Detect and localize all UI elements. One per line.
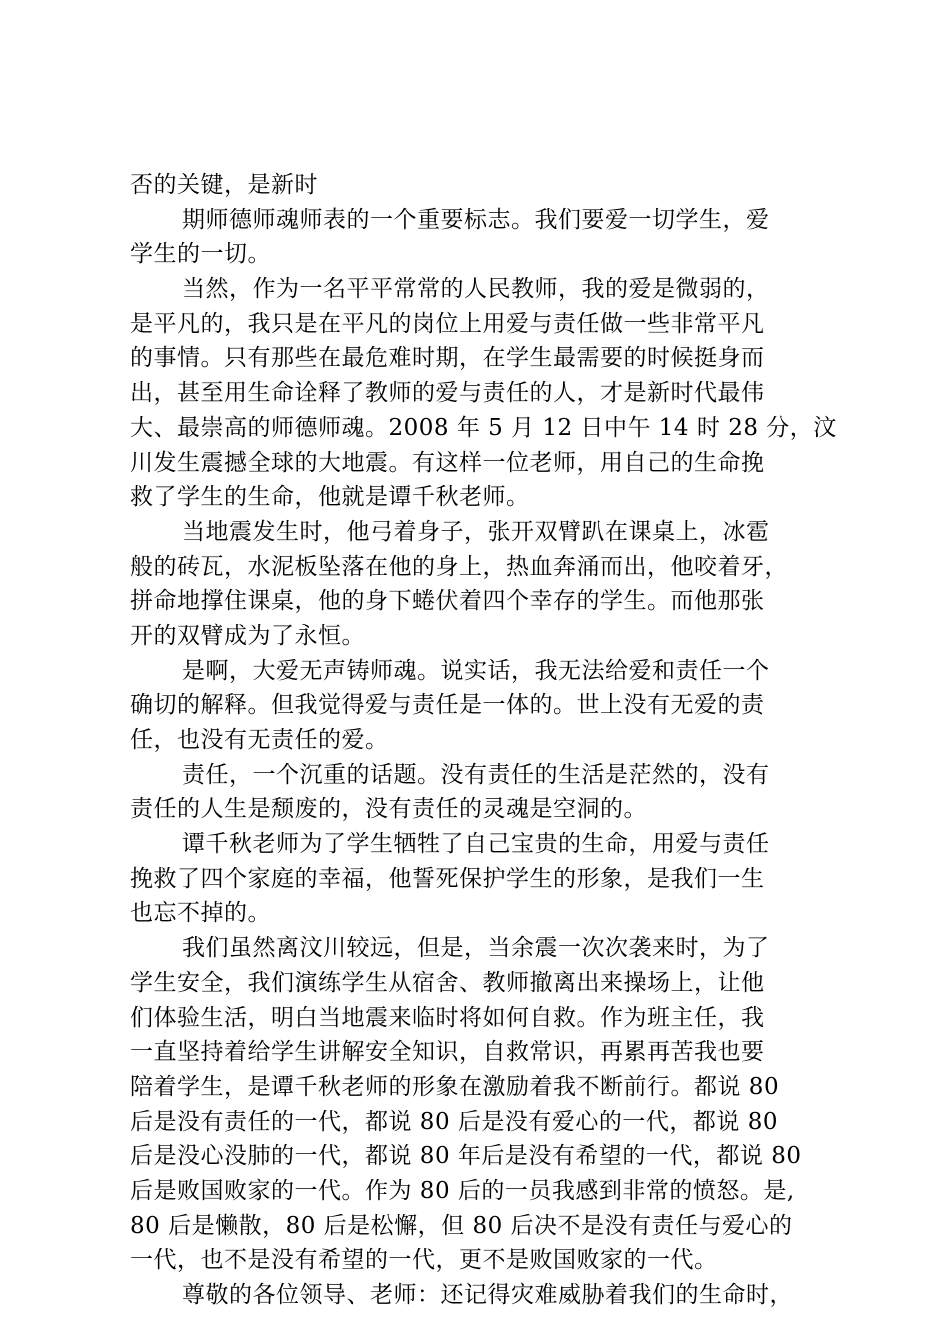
text-line: 们体验生活，明白当地震来临时将如何自救。作为班主任，我: [130, 1004, 765, 1031]
text-line: 是平凡的，我只是在平凡的岗位上用爱与责任做一些非常平凡: [130, 310, 765, 337]
text-line: 责任，一个沉重的话题。没有责任的生活是茫然的，没有: [182, 761, 770, 788]
text-line: 否的关键，是新时: [130, 172, 318, 198]
text-line: 是啊，大爱无声铸师魂。说实话，我无法给爱和责任一个: [182, 657, 770, 684]
text-line: 般的砖瓦，水泥板坠落在他的身上，热血奔涌而出，他咬着牙，: [130, 553, 788, 580]
text-line: 期师德师魂师表的一个重要标志。我们要爱一切学生，爱: [182, 206, 770, 233]
text-line: 后是没有责任的一代，都说 80 后是没有爱心的一代，都说 80: [130, 1108, 778, 1135]
document-body: [130, 168, 850, 1313]
text-line: 任，也没有无责任的爱。: [130, 727, 389, 753]
text-line: 当地震发生时，他弓着身子，张开双臂趴在课桌上，冰雹: [182, 518, 770, 545]
text-line: 的事情。只有那些在最危难时期，在学生最需要的时候挺身而: [130, 345, 765, 372]
text-line: 挽救了四个家庭的幸福，他誓死保护学生的形象，是我们一生: [130, 865, 765, 892]
text-line: 救了学生的生命，他就是谭千秋老师。: [130, 484, 530, 511]
text-line: 拼命地撑住课桌，他的身下蜷伏着四个幸存的学生。而他那张: [130, 588, 765, 615]
text-line: 大、最崇高的师德师魂。2008 年 5 月 12 日中午 14 时 28 分，汶: [130, 414, 837, 441]
text-line: 陪着学生，是谭千秋老师的形象在激励着我不断前行。都说 80: [130, 1073, 780, 1100]
text-line: 后是败国败家的一代。作为 80 后的一员我感到非常的愤怒。是,: [130, 1177, 795, 1204]
text-line: 尊敬的各位领导、老师：还记得灾难威胁着我们的生命时，: [182, 1282, 793, 1308]
text-line: 80 后是懒散，80 后是松懈，但 80 后决不是没有责任与爱心的: [130, 1212, 793, 1239]
text-line: 后是没心没肺的一代，都说 80 年后是没有希望的一代，都说 80: [130, 1143, 802, 1170]
text-line: 一代，也不是没有希望的一代，更不是败国败家的一代。: [130, 1247, 718, 1274]
text-line: 谭千秋老师为了学生牺牲了自己宝贵的生命，用爱与责任: [182, 831, 770, 858]
text-line: 我们虽然离汶川较远，但是，当余震一次次袭来时，为了: [182, 935, 770, 962]
text-line: 一直坚持着给学生讲解安全知识，自救常识，再累再苦我也要: [130, 1039, 765, 1066]
text-line: 学生安全，我们演练学生从宿舍、教师撤离出来操场上，让他: [130, 969, 765, 996]
text-line: 学生的一切。: [130, 241, 271, 268]
text-line: 川发生震撼全球的大地震。有这样一位老师，用自己的生命挽: [130, 449, 765, 476]
text-line: 开的双臂成为了永恒。: [130, 622, 365, 649]
text-line: 确切的解释。但我觉得爱与责任是一体的。世上没有无爱的责: [130, 692, 765, 719]
text-line: 也忘不掉的。: [130, 900, 271, 927]
text-line: 责任的人生是颓废的，没有责任的灵魂是空洞的。: [130, 796, 647, 823]
text-line: 当然，作为一名平平常常的人民教师，我的爱是微弱的，: [182, 276, 770, 303]
text-line: 出，甚至用生命诠释了教师的爱与责任的人，才是新时代最伟: [130, 380, 765, 407]
